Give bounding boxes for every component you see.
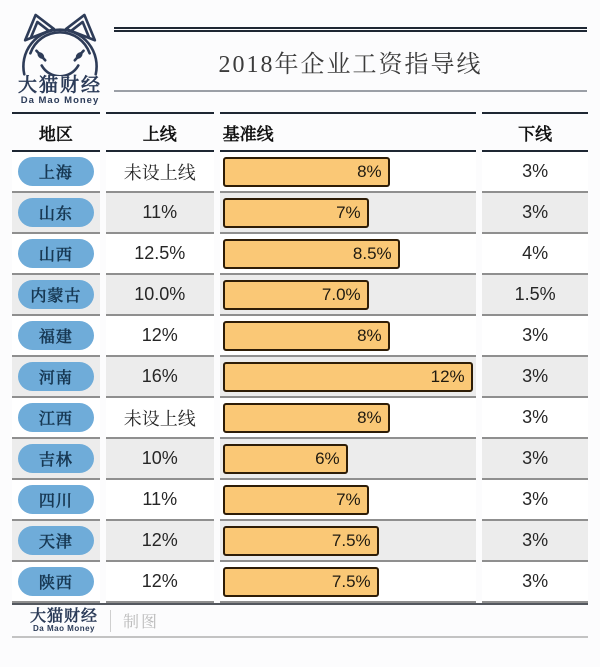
baseline-bar — [223, 362, 473, 392]
region-label: 江西 — [38, 411, 73, 428]
baseline-cell — [220, 398, 477, 439]
lower-line-cell — [482, 152, 588, 193]
lower-line-value: 3% — [522, 571, 549, 591]
region-cell — [12, 521, 100, 562]
region-cell — [12, 234, 100, 275]
lower-line-value: 3% — [522, 325, 549, 345]
lower-line-value: 3% — [522, 161, 549, 181]
upper-line-cell — [106, 357, 214, 398]
upper-line-value: 10.0% — [134, 284, 186, 304]
table-row — [12, 480, 588, 521]
upper-line-value: 12.5% — [134, 243, 186, 263]
region-cell — [12, 275, 100, 316]
lower-line-cell — [482, 398, 588, 439]
upper-line-value: 16% — [141, 366, 178, 386]
region-badge — [18, 485, 94, 514]
region-badge — [18, 567, 94, 596]
column-header-baseline: 基准线 — [220, 112, 477, 152]
baseline-cell — [220, 439, 477, 480]
lower-line-cell — [482, 562, 588, 603]
upper-line-cell — [106, 562, 214, 603]
baseline-bar — [223, 239, 400, 269]
region-badge — [18, 321, 94, 350]
table-row — [12, 152, 588, 193]
upper-line-cell — [106, 439, 214, 480]
baseline-value: 7% — [336, 202, 361, 222]
title-block — [114, 0, 587, 92]
brand-name-en: Da Mao Money — [20, 95, 100, 106]
region-cell — [12, 357, 100, 398]
lower-line-value: 3% — [522, 366, 549, 386]
region-badge — [18, 198, 94, 227]
region-label: 内蒙古 — [30, 288, 82, 305]
baseline-bar — [223, 526, 379, 556]
baseline-cell — [220, 357, 477, 398]
region-cell — [12, 480, 100, 521]
region-badge — [18, 362, 94, 391]
baseline-bar — [223, 157, 390, 187]
table-row — [12, 562, 588, 603]
upper-line-cell — [106, 234, 214, 275]
region-label: 陕西 — [38, 575, 73, 592]
upper-line-cell — [106, 521, 214, 562]
upper-line-value: 12% — [141, 571, 178, 591]
baseline-cell — [220, 562, 477, 603]
brand-logo — [8, 8, 112, 106]
upper-line-value: 12% — [141, 325, 178, 345]
lower-line-value: 1.5% — [514, 284, 556, 304]
lower-line-cell — [482, 234, 588, 275]
lower-line-cell — [482, 357, 588, 398]
baseline-cell — [220, 480, 477, 521]
baseline-value: 6% — [315, 448, 340, 468]
upper-line-value: 11% — [142, 202, 178, 222]
baseline-cell — [220, 193, 477, 234]
region-cell — [12, 152, 100, 193]
baseline-cell — [220, 316, 477, 357]
lower-line-value: 3% — [522, 489, 549, 509]
upper-line-cell — [106, 193, 214, 234]
header — [0, 0, 600, 106]
table-row — [12, 316, 588, 357]
region-cell — [12, 316, 100, 357]
baseline-cell — [220, 234, 477, 275]
table-row — [12, 439, 588, 480]
lower-line-cell — [482, 275, 588, 316]
baseline-cell — [220, 521, 477, 562]
baseline-value: 8% — [357, 325, 382, 345]
baseline-value: 7.5% — [331, 530, 371, 550]
lower-line-cell — [482, 316, 588, 357]
table-row — [12, 521, 588, 562]
column-header-region: 地区 — [12, 112, 100, 152]
lower-line-cell — [482, 193, 588, 234]
upper-line-cell — [106, 398, 214, 439]
region-label: 山东 — [38, 206, 73, 223]
upper-line-cell — [106, 480, 214, 521]
title-bottom-rule — [114, 90, 587, 92]
baseline-value: 12% — [430, 366, 465, 386]
region-badge — [18, 444, 94, 473]
footer-bottom-rule — [12, 636, 588, 638]
brand-name-cn: 大猫财经 — [17, 75, 102, 96]
region-badge — [18, 239, 94, 268]
region-cell — [12, 193, 100, 234]
baseline-cell — [220, 275, 477, 316]
table-header-row — [12, 112, 588, 152]
column-header-upper: 上线 — [106, 112, 214, 152]
baseline-bar — [223, 485, 369, 515]
footer-brand — [12, 609, 98, 633]
baseline-bar — [223, 321, 390, 351]
baseline-bar — [223, 198, 369, 228]
baseline-value: 8.5% — [352, 243, 392, 263]
baseline-value: 7.0% — [321, 284, 361, 304]
region-label: 山西 — [38, 247, 73, 264]
region-badge — [18, 403, 94, 432]
upper-line-cell — [106, 152, 214, 193]
lower-line-value: 3% — [522, 530, 549, 550]
baseline-bar — [223, 567, 379, 597]
region-cell — [12, 439, 100, 480]
lower-line-cell — [482, 439, 588, 480]
table-row — [12, 275, 588, 316]
region-label: 天津 — [38, 534, 73, 551]
baseline-bar — [223, 403, 390, 433]
region-label: 四川 — [38, 493, 73, 510]
baseline-value: 7% — [336, 489, 361, 509]
lower-line-cell — [482, 521, 588, 562]
upper-line-value: 未设上线 — [123, 162, 196, 183]
region-label: 上海 — [38, 165, 73, 182]
region-cell — [12, 398, 100, 439]
lower-line-value: 3% — [522, 202, 549, 222]
table-body — [12, 152, 588, 603]
footer-divider — [110, 610, 111, 632]
region-badge — [18, 280, 94, 309]
baseline-bar — [223, 280, 369, 310]
upper-line-value: 11% — [142, 489, 178, 509]
region-label: 福建 — [38, 329, 73, 346]
baseline-bar — [223, 444, 348, 474]
lower-line-value: 4% — [522, 243, 549, 263]
upper-line-value: 未设上线 — [123, 408, 196, 429]
upper-line-cell — [106, 316, 214, 357]
footer-credit: 制图 — [123, 614, 160, 631]
lower-line-cell — [482, 480, 588, 521]
upper-line-value: 10% — [141, 448, 178, 468]
region-badge — [18, 157, 94, 186]
region-badge — [18, 526, 94, 555]
region-label: 吉林 — [38, 452, 73, 469]
footer-brand-en: Da Mao Money — [33, 623, 96, 633]
baseline-value: 7.5% — [331, 571, 371, 591]
baseline-value: 8% — [357, 161, 382, 181]
upper-line-cell — [106, 275, 214, 316]
page-title: 2018年企业工资指导线 — [218, 52, 483, 78]
footer — [12, 605, 588, 636]
region-label: 河南 — [38, 370, 73, 387]
upper-line-value: 12% — [141, 530, 178, 550]
lower-line-value: 3% — [522, 407, 549, 427]
table-row — [12, 193, 588, 234]
table-row — [12, 398, 588, 439]
lower-line-value: 3% — [522, 448, 549, 468]
wage-guidance-table — [12, 112, 588, 603]
cat-face-icon — [12, 8, 108, 76]
table-row — [12, 234, 588, 275]
footer-brand-cn: 大猫财经 — [30, 607, 99, 625]
column-header-lower: 下线 — [482, 112, 588, 152]
table-row — [12, 357, 588, 398]
baseline-cell — [220, 152, 477, 193]
region-cell — [12, 562, 100, 603]
baseline-value: 8% — [357, 407, 382, 427]
